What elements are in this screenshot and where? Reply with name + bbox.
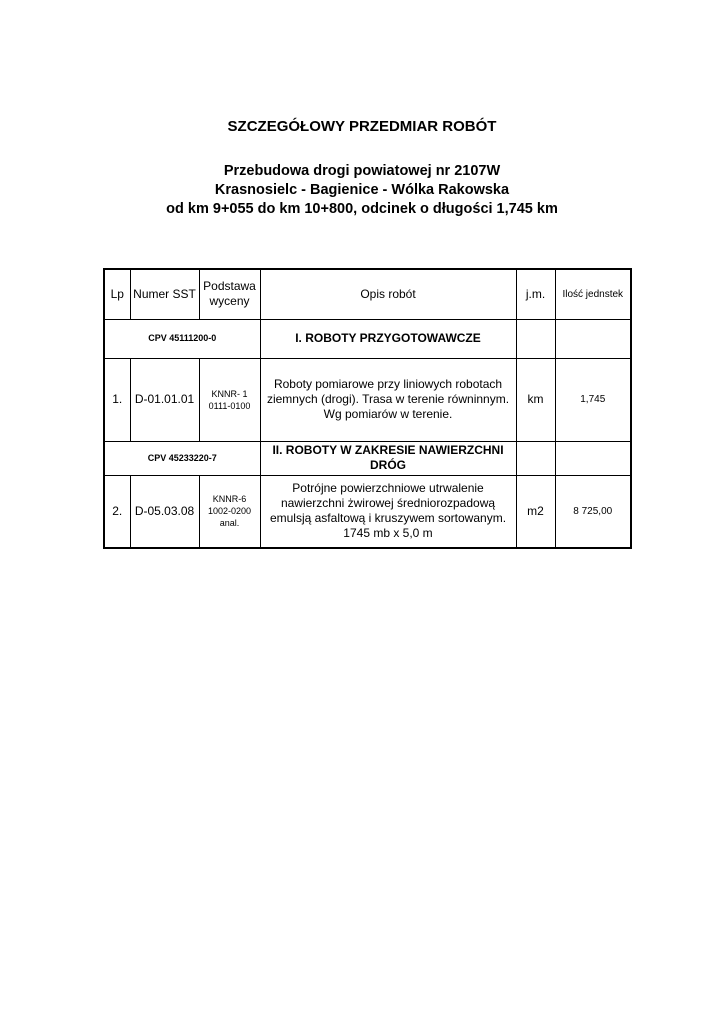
section-1-cpv: CPV 45111200-0 [104,319,260,358]
item-1-podstawa [199,358,260,441]
item-row-2 [104,475,631,548]
section-2-cpv: CPV 45233220-7 [104,441,260,475]
item-2-podstawa-line-1: KNNR-6 [212,494,247,505]
header-lp: Lp [104,269,130,319]
header-opis: Opis robót [260,269,516,319]
item-1-jm: km [516,358,555,441]
item-1-podstawa-line-1: KNNR- 1 [211,388,248,399]
item-2-lp: 2. [104,475,130,548]
section-2-title [260,441,516,475]
section-1-title [260,319,516,358]
section-1-jm-empty [516,319,555,358]
section-2-ilosc-empty [555,441,631,475]
item-1-opis [260,358,516,441]
header-jm: j.m. [516,269,555,319]
header-ilosc: Ilość jednstek [555,269,631,319]
item-2-opis-line-3: emulsją asfaltową i kruszywem sortowanym. [269,511,507,526]
item-2-podstawa [199,475,260,548]
item-2-ilosc: 8 725,00 [555,475,631,548]
cost-estimate-table [103,268,632,549]
header-podstawa-line-2: wyceny [209,294,250,309]
item-1-ilosc: 1,745 [555,358,631,441]
section-2-title-line-2: DRÓG [370,458,406,472]
item-2-opis [260,475,516,548]
subtitle-line-1: Przebudowa drogi powiatowej nr 2107W [223,163,501,179]
item-1-opis-line-1: Roboty pomiarowe przy liniowych robotach [273,377,503,391]
section-1-ilosc-empty [555,319,631,358]
item-1-podstawa-line-2: 0111-0100 [208,400,251,411]
section-row-2 [104,441,631,475]
section-2-jm-empty [516,441,555,475]
subtitle-line-2: Krasnosielc - Bagienice - Wólka Rakowska [214,182,510,198]
subtitle-line-3: od km 9+055 do km 10+800, odcinek o długości 1,745 km [166,201,558,217]
item-2-opis-line-1: Potrójne powierzchniowe utrwalenie [292,481,484,496]
header-podstawa [199,269,260,319]
item-2-jm: m2 [516,475,555,548]
item-1-opis-line-2: ziemnych (drogi). Trasa w terenie równinnym. [266,392,510,406]
item-row-1 [104,358,631,441]
section-1-title-line-1: I. ROBOTY PRZYGOTOWAWCZE [295,331,481,345]
item-1-lp: 1. [104,358,130,441]
item-2-podstawa-line-3: anal. [219,518,240,529]
item-2-opis-line-4: 1745 mb x 5,0 m [343,526,433,541]
header-podstawa-line-1: Podstawa [203,279,256,294]
section-2-title-line-1: II. ROBOTY W ZAKRESIE NAWIERZCHNI [272,443,504,457]
header-row [104,269,631,319]
page-title: SZCZEGÓŁOWY PRZEDMIAR ROBÓT [227,118,497,135]
item-2-numer: D-05.03.08 [130,475,199,548]
section-row-1 [104,319,631,358]
item-2-opis-line-2: nawierzchni żwirowej średniorozpadową [280,496,496,511]
header-numer-sst: Numer SST [130,269,199,319]
item-2-podstawa-line-2: 1002-0200 [207,506,252,517]
item-1-opis-line-3: Wg pomiarów w terenie. [323,407,453,421]
item-1-numer: D-01.01.01 [130,358,199,441]
